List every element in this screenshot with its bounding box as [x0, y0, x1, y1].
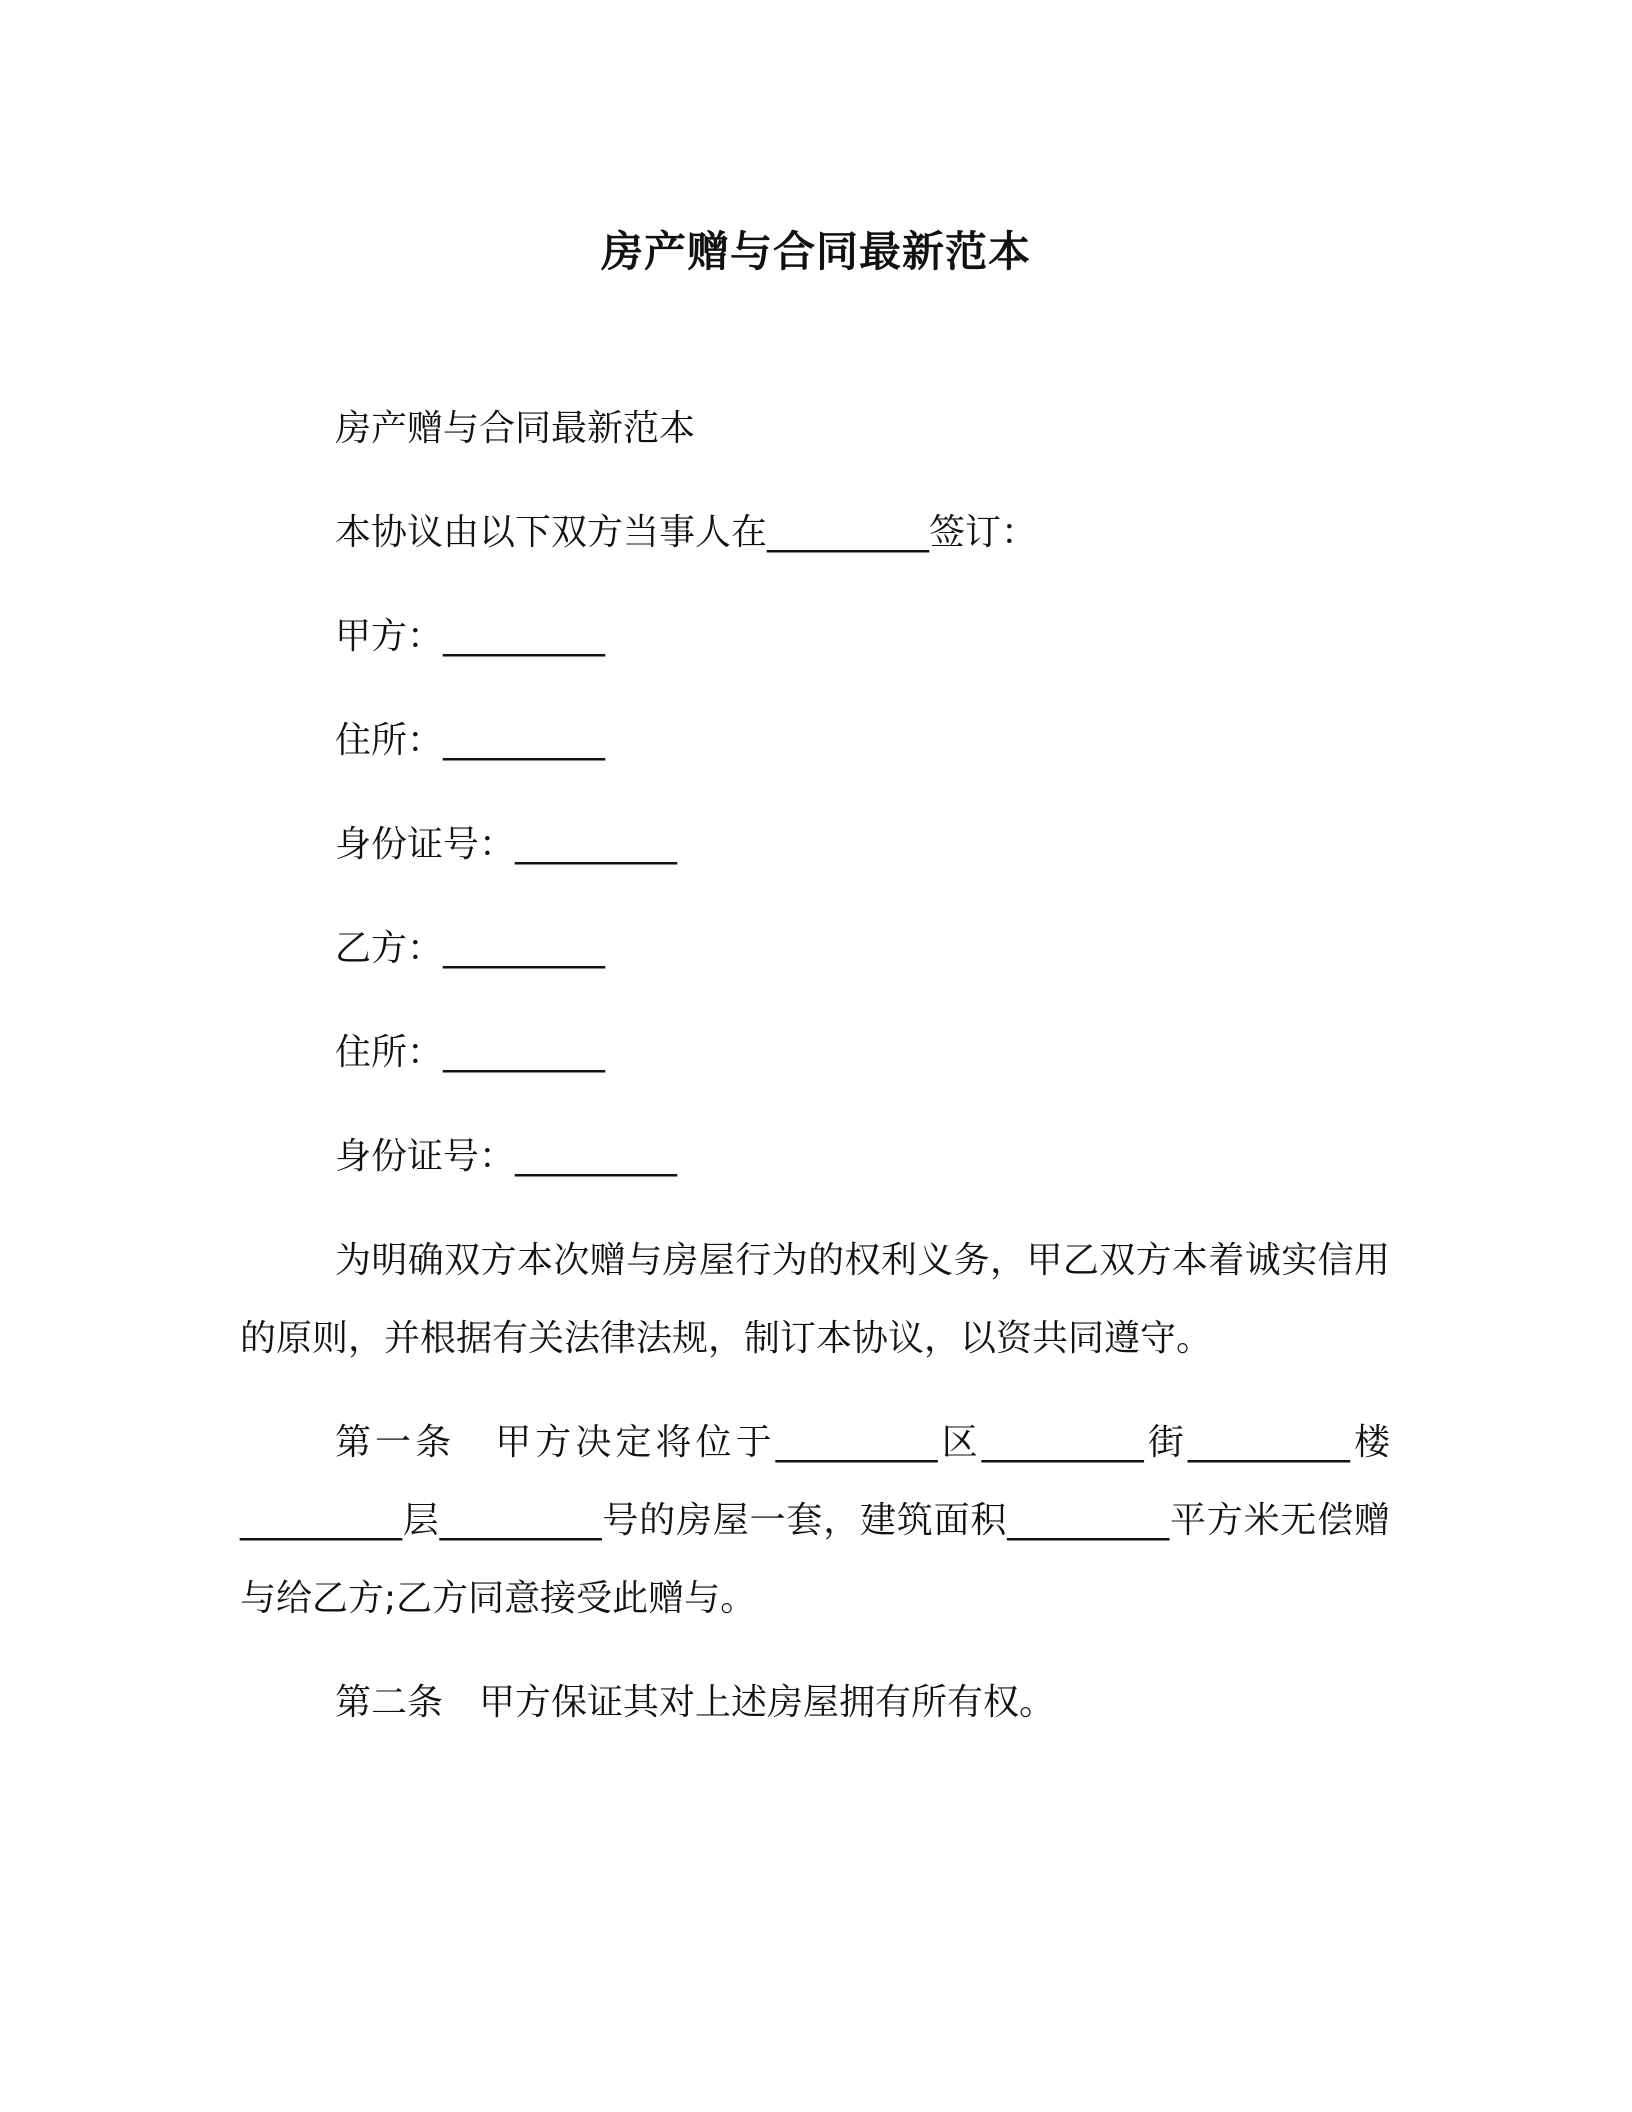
party-a-address-line: 住所：_________	[335, 720, 606, 761]
article-1-paragraph: 第一条 甲方决定将位于_________区_________街_________楼_________层_________号的房屋一套，建筑面积_________平方米无偿赠与给乙方;乙方同意接受此赠与。	[240, 1422, 1390, 1619]
party-b-id-line: 身份证号：_________	[335, 1136, 678, 1177]
preamble-paragraph: 为明确双方本次赠与房屋行为的权利义务，甲乙双方本着诚实信用的原则，并根据有关法律法规，制订本协议，以资共同遵守。	[240, 1240, 1390, 1359]
party-b-address-line: 住所：_________	[335, 1032, 606, 1073]
party-a-line: 甲方：_________	[335, 616, 606, 657]
document-title: 房产赠与合同最新范本	[600, 227, 1031, 276]
party-a-id-line: 身份证号：_________	[335, 824, 678, 865]
document-body	[240, 390, 1390, 1768]
party-b-line: 乙方：_________	[335, 928, 606, 969]
article-2-paragraph: 第二条 甲方保证其对上述房屋拥有所有权。	[335, 1682, 1056, 1723]
subtitle-line: 房产赠与合同最新范本	[335, 408, 696, 449]
signing-place-line: 本协议由以下双方当事人在_________签订：	[335, 512, 1038, 553]
